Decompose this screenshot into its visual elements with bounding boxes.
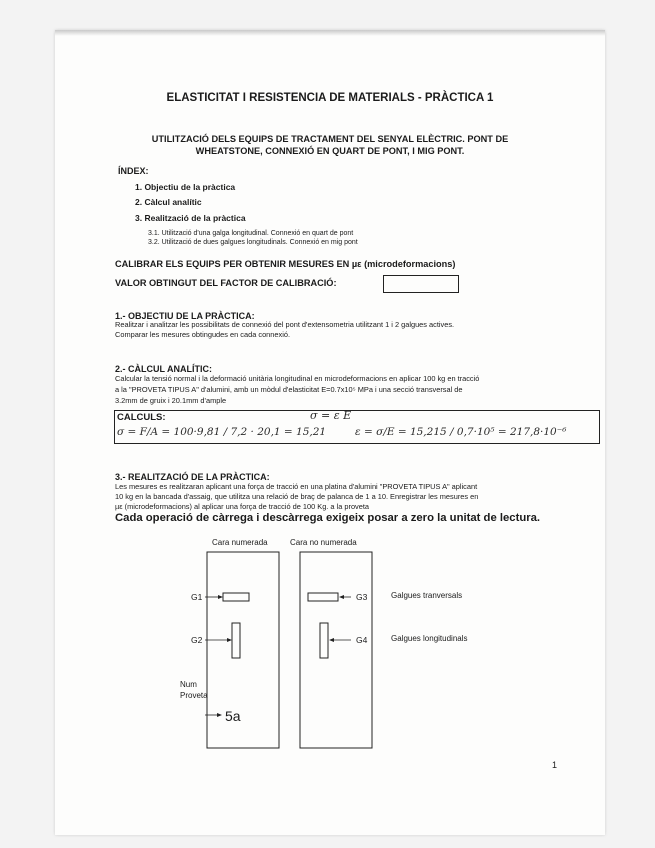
specimen-unnumbered-face: [300, 552, 372, 748]
section2-heading: 2.- CÀLCUL ANALÍTIC:: [115, 364, 212, 374]
gauge-g2: [232, 623, 240, 658]
specimen-diagram: [55, 530, 605, 750]
gauge-g1: [223, 593, 249, 601]
label-transverse-gauges: Galgues tranversals: [391, 591, 463, 600]
index-item-3: 3. Realització de la pràctica: [135, 213, 246, 223]
formula-sigma-eps: σ = ε E: [310, 409, 352, 422]
section3-text-line3: µε (microdeformacions) al aplicar una força de tracció de 100 Kg. a la proveta: [115, 502, 370, 511]
label-g3: G3: [356, 592, 368, 602]
page-number: 1: [552, 760, 558, 770]
section1-heading: 1.- OBJECTIU DE LA PRÀCTICA:: [115, 311, 255, 321]
handwritten-stress-calc: σ = F/A = 100·9,81 / 7,2 · 20,1 = 15,21: [117, 426, 327, 438]
index-item-2: 2. Càlcul analític: [135, 197, 202, 207]
specimen-numbered-face: [207, 552, 279, 748]
caption-unnumbered-face: Cara no numerada: [290, 538, 357, 547]
gauge-g4: [320, 623, 328, 658]
section3-heading: 3.- REALITZACIÓ DE LA PRÀCTICA:: [115, 472, 270, 482]
section3-text-line1: Les mesures es realitzaran aplicant una força de tracció en una platina d'alumini "PROVETA TIPUS A" aplicant: [115, 482, 478, 491]
section1-text-line1: Realitzar i analitzar les possibilitats de connexió del pont d'extensometria utilitzant 1 i 2 galgues actives.: [115, 320, 455, 329]
document-subtitle-line2: WHEATSTONE, CONNEXIÓ EN QUART DE PONT, I MIG PONT.: [195, 146, 465, 156]
calibration-factor-field[interactable]: [383, 275, 459, 293]
label-g1: G1: [191, 592, 203, 602]
section2-text-line2: a la "PROVETA TIPUS A" d'alumini, amb un mòdul d'elasticitat E=0.7x10⁵ MPa i una secció transversal de: [115, 385, 463, 394]
specimen-number-value: 5a: [225, 708, 241, 724]
document-subtitle-line1: UTILITZACIÓ DELS EQUIPS DE TRACTAMENT DEL SENYAL ELÈCTRIC. PONT DE: [151, 134, 509, 144]
label-longitudinal-gauges: Galgues longitudinals: [391, 634, 468, 643]
document-title: ELASTICITAT I RESISTENCIA DE MATERIALS - PRÀCTICA 1: [166, 92, 494, 104]
document-page: [55, 30, 605, 835]
index-subitem-1: 3.1. Utilització d'una galga longitudinal. Connexió en quart de pont: [148, 230, 354, 237]
label-g2: G2: [191, 635, 203, 645]
calibration-instruction: CALIBRAR ELS EQUIPS PER OBTENIR MESURES EN µε (microdeformacions): [115, 259, 456, 269]
index-heading: ÍNDEX:: [118, 166, 149, 176]
section2-text-line1: Calcular la tensió normal i la deformació unitària longitudinal en microdeformacions en aplicar 100 kg en tracció: [115, 374, 480, 383]
section2-text-line3: 3.2mm de gruix i 20.1mm d'ample: [115, 396, 227, 405]
section3-text-line2: 10 kg en la bancada d'assaig, que utilitza una relació de braç de palanca de 1 a 10. Enregistrar les mesures en: [115, 492, 479, 501]
section1-text-line2: Comparar les mesures obtingudes en cada connexió.: [115, 330, 291, 339]
section3-emphasis: Cada operació de càrrega i descàrrega exigeix posar a zero la unitat de lectura.: [115, 512, 541, 524]
label-g4: G4: [356, 635, 368, 645]
calibration-factor-label: VALOR OBTINGUT DEL FACTOR DE CALIBRACIÓ:: [115, 278, 337, 288]
gauge-g3: [308, 593, 338, 601]
index-item-1: 1. Objectiu de la pràctica: [135, 182, 236, 192]
caption-numbered-face: Cara numerada: [212, 538, 268, 547]
index-subitem-2: 3.2. Utilització de dues galgues longitudinals. Connexió en mig pont: [148, 239, 358, 246]
label-num: Num: [180, 680, 197, 689]
label-proveta: Proveta: [180, 691, 208, 700]
calculations-label: CALCULS:: [117, 412, 166, 423]
handwritten-strain-calc: ε = σ/E = 15,215 / 0,7·10⁵ = 217,8·10⁻⁶: [355, 426, 567, 438]
